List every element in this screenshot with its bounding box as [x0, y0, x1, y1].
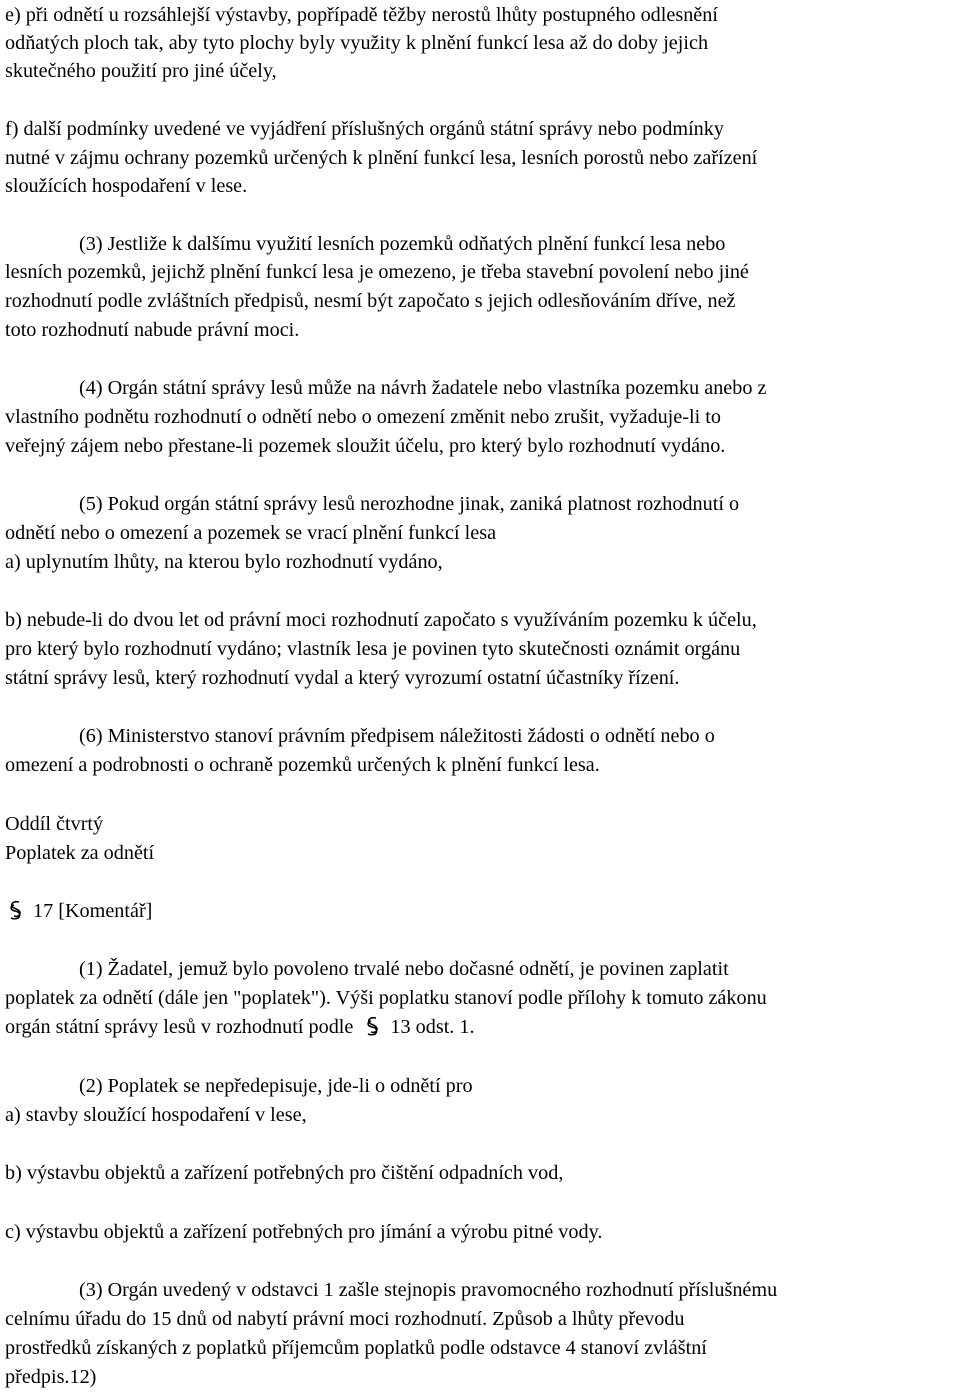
- text-line: státní správy lesů, který rozhodnutí vydal a který vyrozumí ostatní účastníky řízení.: [5, 667, 680, 689]
- text-line: c) výstavbu objektů a zařízení potřebných pro jímání a výrobu pitné vody.: [5, 1221, 603, 1243]
- text-line: (4) Orgán státní správy lesů může na návrh žadatele nebo vlastníka pozemku anebo z: [79, 377, 767, 399]
- text-line: veřejný zájem nebo přestane-li pozemek sloužit účelu, pro který bylo rozhodnutí vydáno.: [5, 435, 726, 457]
- text-line: toto rozhodnutí nabude právní moci.: [5, 319, 300, 341]
- text-line: (3) Jestliže k dalšímu využití lesních pozemků odňatých plnění funkcí lesa nebo: [79, 233, 726, 255]
- text-line: vlastního podnětu rozhodnutí o odnětí nebo o omezení změnit nebo zrušit, vyžaduje-li to: [5, 406, 721, 428]
- text-line: pro který bylo rozhodnutí vydáno; vlastník lesa je povinen tyto skutečnosti oznámit orgánu: [5, 638, 741, 660]
- text-line: sloužících hospodaření v lese.: [5, 175, 248, 197]
- section-subheading: Poplatek za odnětí: [5, 842, 155, 864]
- text-line: (3) Orgán uvedený v odstavci 1 zašle stejnopis pravomocného rozhodnutí příslušnému: [79, 1279, 778, 1301]
- text-line: e) při odnětí u rozsáhlejší výstavby, popřípadě těžby nerostů lhůty postupného odlesnění: [5, 4, 718, 26]
- text-line: odňatých ploch tak, aby tyto plochy byly využity k plnění funkcí lesa až do doby jejich: [5, 32, 709, 54]
- text-line: (5) Pokud orgán státní správy lesů nerozhodne jinak, zaniká platnost rozhodnutí o: [79, 493, 740, 515]
- text-line: nutné v zájmu ochrany pozemků určených k plnění funkcí lesa, lesních porostů nebo zařízení: [5, 147, 758, 169]
- text-line: skutečného použití pro jiné účely,: [5, 60, 277, 82]
- text-line: a) uplynutím lhůty, na kterou bylo rozhodnutí vydáno,: [5, 551, 443, 573]
- text-line: b) výstavbu objektů a zařízení potřebných pro čištění odpadních vod,: [5, 1162, 564, 1184]
- text-line: [5, 1013, 475, 1042]
- section-sign-icon: [5, 900, 27, 920]
- text-line: (2) Poplatek se nepředepisuje, jde-li o odnětí pro: [79, 1075, 473, 1097]
- text-line: odnětí nebo o omezení a pozemek se vrací plnění funkcí lesa: [5, 522, 497, 544]
- text-line: celnímu úřadu do 15 dnů od nabytí právní moci rozhodnutí. Způsob a lhůty převodu: [5, 1308, 685, 1330]
- paragraph-heading: [5, 897, 152, 926]
- text-line: poplatek za odnětí (dále jen "poplatek"). Výši poplatku stanoví podle přílohy k tomuto zákonu: [5, 987, 767, 1009]
- text-fragment: orgán státní správy lesů v rozhodnutí podle: [5, 1016, 354, 1038]
- text-line: f) další podmínky uvedené ve vyjádření příslušných orgánů státní správy nebo podmínky: [5, 118, 724, 140]
- paragraph-number: 17 [Komentář]: [33, 900, 153, 922]
- section-heading: Oddíl čtvrtý: [5, 813, 104, 835]
- section-sign-icon: [362, 1016, 384, 1036]
- text-line: prostředků získaných z poplatků příjemcům poplatků podle odstavce 4 stanoví zvláštní: [5, 1337, 707, 1359]
- text-line: rozhodnutí podle zvláštních předpisů, nesmí být započato s jejich odlesňováním dříve, než: [5, 290, 736, 312]
- text-line: (1) Žadatel, jemuž bylo povoleno trvalé nebo dočasné odnětí, je povinen zaplatit: [79, 958, 729, 980]
- text-line: (6) Ministerstvo stanoví právním předpisem náležitosti žádosti o odnětí nebo o: [79, 725, 715, 747]
- text-line: a) stavby sloužící hospodaření v lese,: [5, 1104, 307, 1126]
- text-line: b) nebude-li do dvou let od právní moci rozhodnutí započato s využíváním pozemku k účelu,: [5, 609, 757, 631]
- text-line: omezení a podrobnosti o ochraně pozemků určených k plnění funkcí lesa.: [5, 754, 600, 776]
- text-line: lesních pozemků, jejichž plnění funkcí lesa je omezeno, je třeba stavební povolení nebo jiné: [5, 261, 749, 283]
- text-fragment: 13 odst. 1.: [390, 1016, 475, 1038]
- text-line: předpis.12): [5, 1366, 97, 1388]
